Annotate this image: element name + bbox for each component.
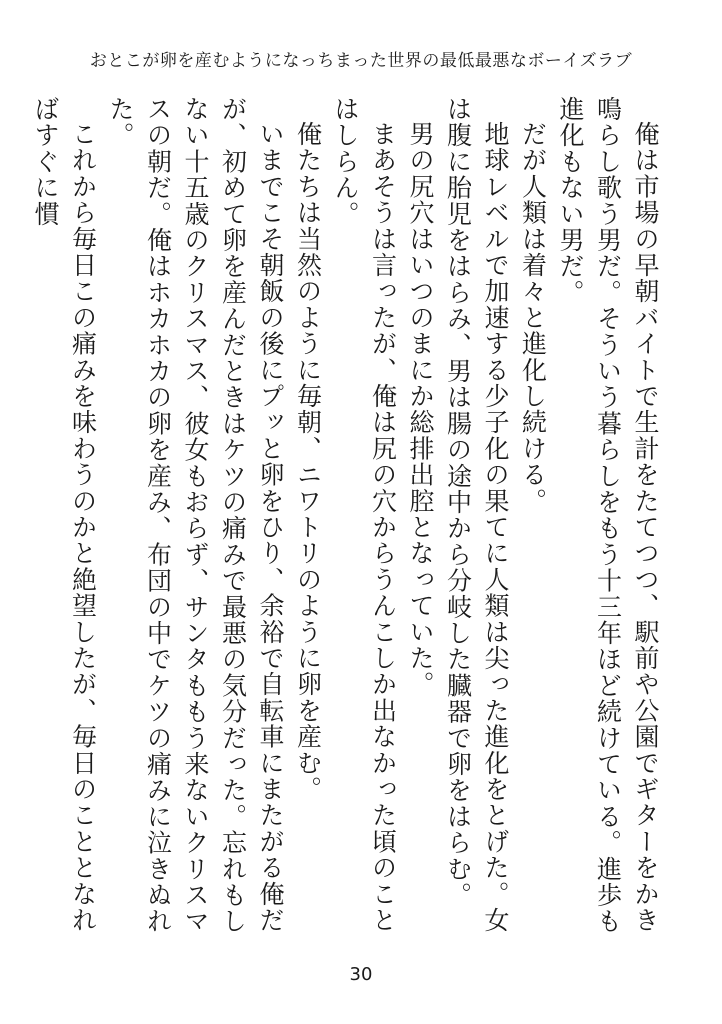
paragraph: 男の尻穴はいつのまにか総排出腔となっていた。 (406, 121, 435, 698)
body-text (31, 96, 664, 936)
running-title: おとこが卵を産むようになっちまった世界の最低最悪なボーイズラブ (89, 51, 633, 71)
paragraph: 俺たちは当然のように毎朝、ニワトリのように卵を産む。 (293, 121, 323, 803)
paragraph: これから毎日この痛みを味わうのかと絶望したが、毎日のこととなればすぐに慣 (31, 96, 98, 934)
paragraph: 地球レベルで加速する少子化の果てに人類は尖った進化をとげた。女は腹に胎児をはらみ、男は腸の途中から分岐した臓器で卵をはらむ。 (443, 96, 510, 934)
page-number: 30 (349, 964, 373, 985)
paragraph: だが人類は着々と進化し続ける。 (518, 121, 548, 514)
paragraph: まあそうは言ったが、俺は尻の穴からうんこしか出なかった頃のことはしらん。 (331, 96, 398, 934)
paragraph: 俺は市場の早朝バイトで生計をたてつつ、駅前や公園でギターをかき鳴らし歌う男だ。そういう暮らしをもう十三年ほど続けている。進歩も進化もない男だ。 (556, 96, 660, 935)
paragraph: いまでこそ朝飯の後にプッと卵をひり、余裕で自転車にまたがる俺だが、初めて卵を産んだときはケツの痛みで最悪の気分だった。忘れもしない十五歳のクリスマス、彼女もおらず、サンタももう来ないクリスマスの朝だ。俺はホカホカの卵を産み、布団の中でケツの痛みに泣きぬれた。 (106, 96, 285, 935)
